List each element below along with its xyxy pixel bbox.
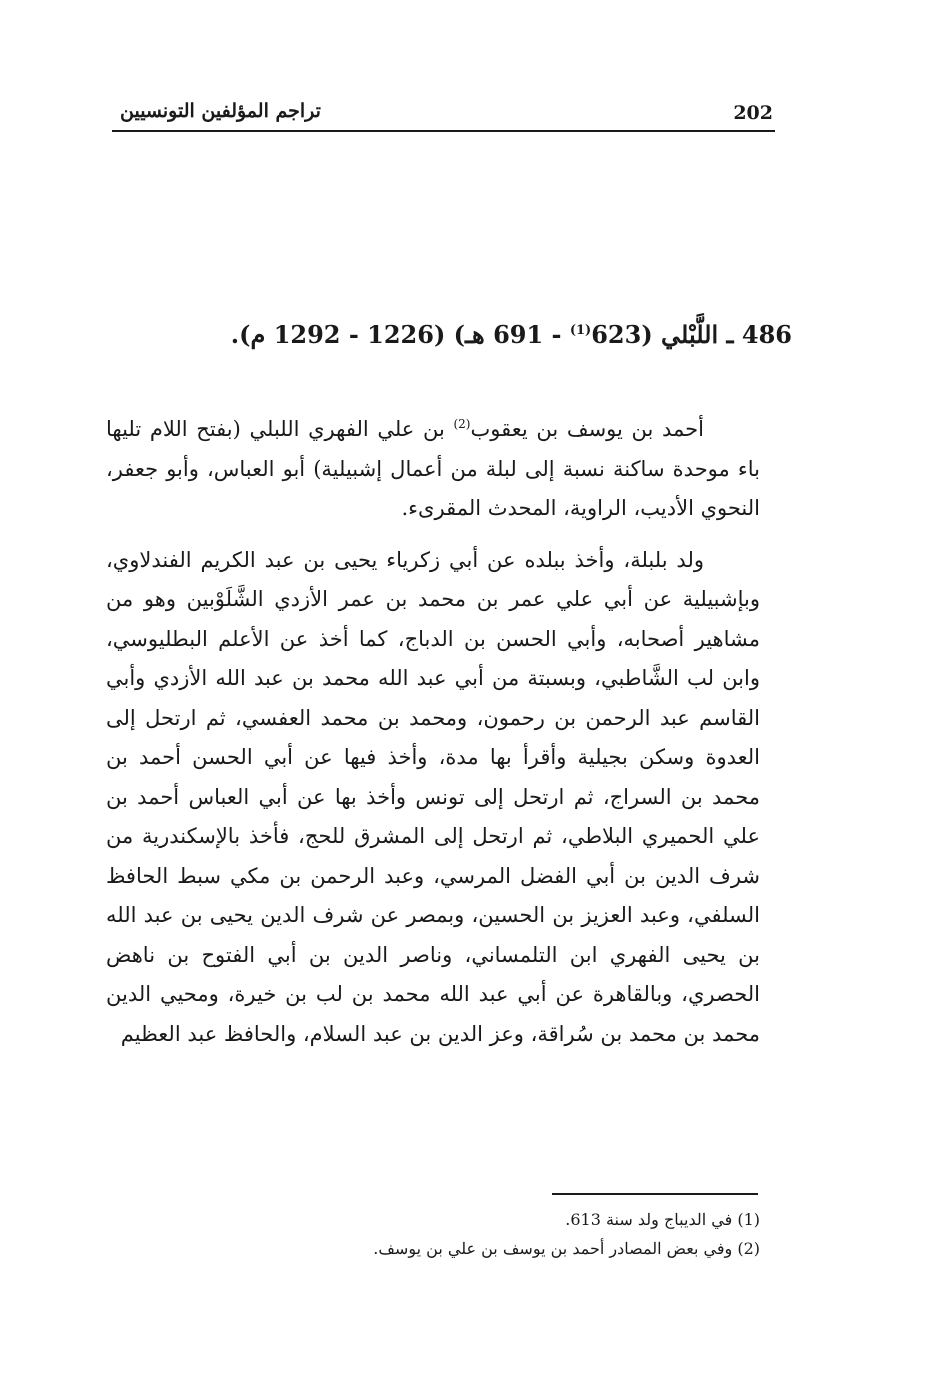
page-number: 202 (733, 102, 773, 124)
footnote-divider (552, 1193, 758, 1195)
footnotes (180, 1205, 760, 1263)
paragraph-1-rest: بن علي الفهري اللبلي (بفتح اللام تليها باء موحدة ساكنة نسبة إلى لبلة من أعمال إشبيلية) أبو العباس، وأبو جعفر، النحوي الأديب، الراوية، المحدث المقرىء. (106, 417, 760, 520)
page-header (112, 96, 775, 132)
entry-body (106, 410, 760, 1054)
footnote-ref-2: (2) (453, 417, 471, 431)
entry-title-dates: - 691 هـ) (1226 - 1292 م). (230, 320, 570, 349)
paragraph-1-opening: أحمد بن يوسف بن يعقوب (470, 417, 704, 441)
entry-title (92, 320, 792, 349)
footnote-ref-1: (1) (569, 323, 592, 338)
paragraph-2: ولد بلبلة، وأخذ ببلده عن أبي زكرياء يحيى بن عبد الكريم الفندلاوي، وبإشبيلية عن أبي علي عمر بن محمد بن عمر الأزدي الشَّلَوْبين وهو من مشاهير أصحابه، وأبي الحسن بن الدباج، كما أخذ عن الأعلم البطليوسي، وابن لب الشَّاطبي، وبسبتة من أبي عبد الله محمد بن عبد الله الأزدي وأبي القاسم عبد الرحمن بن رحمون، ومحمد بن محمد العفسي، ثم ارتحل إلى العدوة وسكن بجيلية وأقرأ بها مدة، وأخذ فيها عن أبي الحسن أحمد بن محمد بن السراج، ثم ارتحل إلى تونس وأخذ بها عن أبي العباس أحمد بن علي الحميري البلاطي، ثم ارتحل إلى المشرق للحج، فأخذ بالإسكندرية من شرف الدين بن أبي الفضل المرسي، وعبد الرحمن بن مكي سبط الحافظ السلفي، وعبد العزيز بن الحسين، وبمصر عن شرف الدين يحيى بن عبد الله بن يحيى الفهري ابن التلمساني، وناصر الدين بن أبي الفتوح بن ناهض الحصري، وبالقاهرة عن أبي عبد الله محمد بن لب بن خيرة، ومحيي الدين محمد بن محمد بن سُراقة، وعز الدين بن عبد السلام، والحافظ عبد العظيم (106, 547, 760, 1046)
running-title: تراجم المؤلفين التونسيين (120, 100, 321, 122)
entry-title-text: 486 ـ اللَّبْلي (623 (591, 320, 792, 349)
footnote-1: (1) في الديباج ولد سنة 613. (565, 1210, 760, 1229)
paragraph-1 (106, 410, 760, 529)
footnote-2: (2) وفي بعض المصادر أحمد بن يوسف بن علي بن يوسف. (373, 1239, 760, 1258)
